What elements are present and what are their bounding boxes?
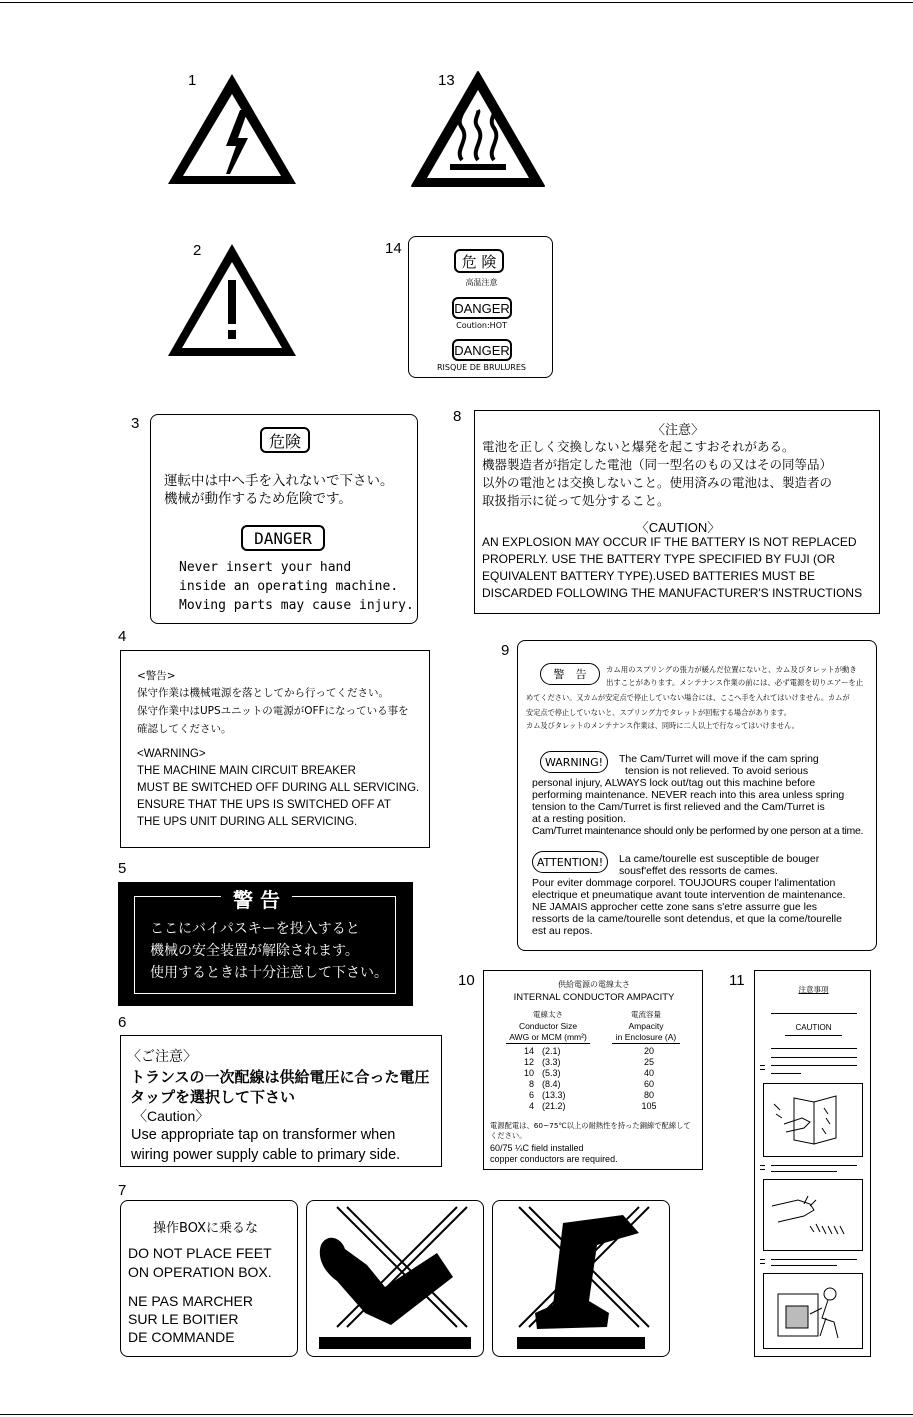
- electric-shock-warning-icon: [164, 70, 300, 188]
- label-9-jp-line-3: めてください。又カムが安定点で停止していない場合には、ここへ手を入れてはいけません。カムが: [526, 693, 850, 702]
- label-10-row-5-mm: (21.2): [542, 1101, 566, 1111]
- label-10-h1-underline: [506, 1043, 590, 1044]
- label-5-line-1: ここにバイパスキーを投入すると: [150, 921, 360, 937]
- label-number-11: 11: [729, 972, 745, 989]
- label-11-bullet-mark: [760, 1263, 765, 1264]
- label-11-person-at-machine-image: [763, 1273, 863, 1349]
- no-foot-on-box-icon: [493, 1201, 669, 1356]
- label-4-jp-title: <警告>: [137, 670, 176, 682]
- label-5-line-2: 機械の安全装置が解除されます。: [150, 943, 359, 959]
- label-11-text-line: [771, 1013, 857, 1014]
- label-10-row-2-mm: (5.3): [542, 1068, 561, 1078]
- label-4-en-line-4: THE UPS UNIT DURING ALL SERVICING.: [137, 816, 358, 828]
- label-10-panel: [483, 970, 703, 1170]
- label-9-warning-line-5: tension to the Cam/Turret is first relieved and the Cam/Turret is: [532, 801, 825, 813]
- label-11-bullet-mark: [760, 1065, 765, 1066]
- label-number-1: 1: [188, 72, 197, 89]
- label-9-jp-line-5: カム及びタレットのメンテナンス作業は、同時に二人以上で行なってはいけません。: [526, 721, 799, 730]
- label-3-en-line-1: Never insert your hand: [179, 560, 352, 575]
- person-at-machine-icon: [764, 1274, 862, 1348]
- label-9-warning-line-1: The Cam/Turret will move if the cam spring: [619, 753, 819, 765]
- label-10-row-0-awg: 14: [523, 1046, 534, 1056]
- label-5-keikoku-title: 警 告: [221, 884, 292, 913]
- label-number-9: 9: [501, 642, 510, 659]
- label-14-panel: [408, 236, 553, 378]
- label-11-caution-underline: [785, 1035, 842, 1036]
- label-11-bullet-mark: [760, 1169, 765, 1170]
- label-7-no-foot-panel: [492, 1200, 670, 1357]
- label-10-h2-unit: in Enclosure (A): [615, 1032, 677, 1042]
- label-14-danger-badge-1: DANGER: [452, 297, 512, 319]
- label-14-risque-text: RISQUE DE BRULURES: [436, 363, 526, 372]
- label-10-row-3-amp: 60: [643, 1079, 654, 1089]
- label-9-attention-line-3: Pour eviter dommage corporel. TOUJOURS couper l'alimentation: [532, 877, 836, 889]
- no-hand-on-box-icon: [307, 1201, 483, 1356]
- bottom-rule: [0, 1414, 913, 1415]
- label-6-jp-line-2: タップを選択して下さい: [130, 1088, 296, 1106]
- label-8-en-line-4: DISCARDED FOLLOWING THE MANUFACTURER'S INSTRUCTIONS: [482, 586, 863, 600]
- general-warning-icon: [164, 240, 300, 360]
- label-9-attention-line-6: ressorts de la came/tourelle sont detendus, et que la come/tourelle: [532, 913, 842, 925]
- label-number-13: 13: [438, 72, 455, 89]
- top-rule: [0, 2, 913, 3]
- label-10-row-3-mm: (8.4): [542, 1079, 561, 1089]
- label-10-en-title: INTERNAL CONDUCTOR AMPACITY: [513, 992, 675, 1003]
- label-7-fr-line-2: SUR LE BOITIER: [128, 1311, 239, 1327]
- label-11-text-line: [771, 1259, 857, 1260]
- label-11-panel: [754, 970, 871, 1357]
- label-number-7: 7: [118, 1182, 127, 1199]
- label-10-row-1-mm: (3.3): [542, 1057, 561, 1067]
- label-8-jp-line-4: 取扱指示に従って処分すること。: [482, 493, 670, 508]
- label-8-panel: [474, 410, 880, 614]
- label-4-en-line-1: THE MACHINE MAIN CIRCUIT BREAKER: [137, 765, 356, 777]
- label-8-jp-line-3: 以外の電池とは交換しないこと。使用済みの電池は、製造者の: [482, 475, 833, 490]
- label-number-8: 8: [453, 408, 462, 425]
- label-10-jp-title: 供給電源の電線太さ: [558, 980, 630, 989]
- label-4-jp-line-2: 保守作業中はUPSユニットの電源がOFFになっている事を: [137, 705, 409, 717]
- label-4-jp-line-3: 確認してください。: [137, 723, 232, 735]
- label-6-panel: [120, 1035, 442, 1167]
- label-9-warning-line-2: tension is not relieved. To avoid serious: [625, 765, 809, 777]
- label-6-en-title: 〈Caution〉: [133, 1108, 210, 1124]
- label-8-en-line-2: PROPERLY. USE THE BATTERY TYPE SPECIFIED BY FUJI (OR: [482, 552, 835, 566]
- label-14-caution-hot-text: Coution:HOT: [456, 321, 507, 330]
- label-11-text-line: [771, 1165, 857, 1166]
- label-7-en-line-1: DO NOT PLACE FEET: [128, 1245, 272, 1261]
- label-10-h1-jp: 電線太さ: [533, 1010, 563, 1019]
- label-9-attention-line-2: sousf'effet des ressorts de cames.: [619, 865, 778, 877]
- label-9-warning-line-6: at a resting position.: [532, 813, 626, 825]
- label-10-row-2-awg: 10: [523, 1068, 534, 1078]
- label-10-row-1-amp: 25: [643, 1057, 654, 1067]
- label-8-jp-line-2: 機器製造者が指定した電池（同一型名のもの又はその同等品）: [482, 457, 833, 472]
- label-11-bullet-mark: [760, 1069, 765, 1070]
- label-4-en-title: <WARNING>: [137, 748, 206, 760]
- label-8-jp-title: 〈注意〉: [651, 423, 704, 438]
- label-8-en-line-1: AN EXPLOSION MAY OCCUR IF THE BATTERY IS NOT REPLACED: [482, 535, 857, 549]
- label-11-text-line: [771, 1265, 837, 1266]
- label-11-title: 注意事項: [798, 985, 829, 994]
- label-9-panel: [517, 640, 877, 951]
- label-11-caution: CAUTION: [795, 1023, 832, 1032]
- label-number-5: 5: [118, 860, 127, 877]
- label-6-jp-title: 〈ご注意〉: [127, 1049, 197, 1065]
- label-9-jp-line-1: カム用のスプリングの張力が緩んだ位置にないと、カム及びタレットが動き: [606, 665, 857, 674]
- label-10-h2-underline: [612, 1043, 680, 1044]
- label-11-text-line: [771, 1057, 857, 1058]
- label-14-kiken-badge: 危 険: [454, 249, 504, 273]
- label-14-danger-badge-2: DANGER: [452, 339, 512, 361]
- label-10-h1-unit: AWG or MCM (mm²): [509, 1032, 587, 1042]
- label-10-row-3-awg: 8: [528, 1079, 534, 1089]
- label-3-danger-badge: DANGER: [241, 525, 325, 551]
- label-9-attention-line-5: NE JAMAIS approcher cette zone sans s'etre assurre gue les: [532, 901, 818, 913]
- label-7-fr-line-3: DE COMMANDE: [128, 1329, 235, 1345]
- label-7-en-line-2: ON OPERATION BOX.: [128, 1264, 272, 1280]
- label-10-h1-en: Conductor Size: [518, 1021, 578, 1031]
- label-11-bullet-mark: [760, 1165, 765, 1166]
- label-14-kouon-text: 高温注意: [465, 278, 498, 287]
- label-11-text-line: [771, 1171, 837, 1172]
- hot-surface-warning-icon: [410, 70, 546, 188]
- label-number-6: 6: [118, 1014, 127, 1031]
- label-5-panel: [118, 882, 413, 1006]
- label-9-attention-line-4: electrique et pneumatique avant toute intervention de maintenance.: [532, 889, 846, 901]
- label-number-3: 3: [131, 415, 140, 432]
- label-3-en-line-2: inside an operating machine.: [179, 579, 399, 594]
- label-10-row-4-mm: (13.3): [542, 1090, 566, 1100]
- label-11-text-line: [771, 1073, 801, 1074]
- label-7-jp: 操作BOXに乗るな: [153, 1221, 258, 1236]
- label-10-row-1-awg: 12: [523, 1057, 534, 1067]
- label-7-text-panel: [120, 1200, 298, 1357]
- label-5-line-3: 使用するときは十分注意して下さい。: [150, 965, 388, 981]
- label-11-bullet-mark: [760, 1259, 765, 1260]
- label-10-en-note-2: copper conductors are required.: [490, 1154, 618, 1164]
- label-7-fr-line-1: NE PAS MARCHER: [128, 1293, 253, 1309]
- label-9-jp-line-2: 出すことがあります。メンテナンス作業の前には、必ず電源を切りエアーを止: [606, 678, 864, 687]
- label-10-jp-note-1: 電源配電は、60~75℃以上の耐熱性を持った銅線で配線して: [490, 1121, 691, 1130]
- label-10-row-4-awg: 6: [528, 1090, 534, 1100]
- label-10-row-4-amp: 80: [643, 1090, 654, 1100]
- label-9-warning-line-4: performing maintenance. NEVER reach into this area unless spring: [532, 789, 845, 801]
- label-4-panel: [120, 650, 430, 848]
- label-10-row-5-amp: 105: [641, 1101, 657, 1111]
- label-number-10: 10: [458, 972, 475, 989]
- label-4-en-line-2: MUST BE SWITCHED OFF DURING ALL SERVICING.: [137, 782, 420, 794]
- label-7-no-hand-panel: [306, 1200, 484, 1357]
- label-8-en-title: 〈CAUTION〉: [635, 520, 721, 535]
- label-10-row-0-amp: 20: [643, 1046, 654, 1056]
- label-11-text-line: [771, 1065, 857, 1066]
- label-3-en-line-3: Moving parts may cause injury.: [179, 598, 414, 613]
- label-6-jp-line-1: トランスの一次配線は供給電圧に合った電圧: [130, 1068, 430, 1086]
- label-3-jp-line-1: 運転中は中へ手を入れないで下さい。: [164, 473, 394, 489]
- label-8-jp-line-1: 電池を正しく交換しないと爆発を起こすおそれがある。: [482, 439, 795, 454]
- label-number-14: 14: [385, 240, 402, 257]
- label-9-warning-line-7: Cam/Turret maintenance should only be performed by one person at a time.: [532, 825, 864, 837]
- label-9-warning-line-3: personal injury, ALWAYS lock out/tag out this machine before: [532, 777, 816, 789]
- hand-in-machine-icon: [764, 1084, 862, 1156]
- label-3-kiken-badge: 危険: [260, 427, 310, 453]
- label-10-jp-note-2: ください。: [490, 1131, 527, 1140]
- label-6-en-line-2: wiring power supply cable to primary side.: [131, 1147, 401, 1163]
- label-number-4: 4: [118, 628, 127, 645]
- label-9-attention-badge: ATTENTION!: [532, 851, 608, 873]
- label-9-attention-line-1: La came/tourelle est susceptible de bouger: [619, 853, 820, 865]
- label-11-text-line: [771, 1048, 857, 1049]
- label-11-hand-in-door-image: [763, 1083, 863, 1157]
- label-6-en-line-1: Use appropriate tap on transformer when: [131, 1127, 396, 1143]
- label-9-attention-line-7: est au repos.: [532, 925, 593, 937]
- label-4-en-line-3: ENSURE THAT THE UPS IS SWITCHED OFF AT: [137, 799, 391, 811]
- label-10-en-note-1: 60/75 ¼C field installed: [490, 1143, 584, 1153]
- label-9-warning-badge: WARNING!: [540, 751, 608, 773]
- label-9-jp-line-4: 安定点で停止していないと、スプリング力でタレットが回転する場合があります。: [526, 708, 791, 717]
- label-10-h2-en: Ampacity: [628, 1021, 664, 1031]
- label-11-hand-spring-image: [763, 1179, 863, 1251]
- label-number-2: 2: [193, 242, 202, 259]
- label-4-jp-line-1: 保守作業は機械電源を落としてから行ってください。: [137, 687, 389, 699]
- label-10-row-0-mm: (2.1): [542, 1046, 561, 1056]
- hand-near-spring-icon: [764, 1180, 862, 1250]
- label-8-en-line-3: EQUIVALENT BATTERY TYPE).USED BATTERIES MUST BE: [482, 569, 815, 583]
- label-10-h2-jp: 電流容量: [631, 1010, 661, 1019]
- label-10-row-2-amp: 40: [643, 1068, 654, 1078]
- label-10-row-5-awg: 4: [528, 1101, 534, 1111]
- label-9-keikoku-badge: 警 告: [540, 663, 600, 685]
- label-3-jp-line-2: 機械が動作するため危険です。: [164, 491, 352, 507]
- label-3-panel: [150, 414, 418, 624]
